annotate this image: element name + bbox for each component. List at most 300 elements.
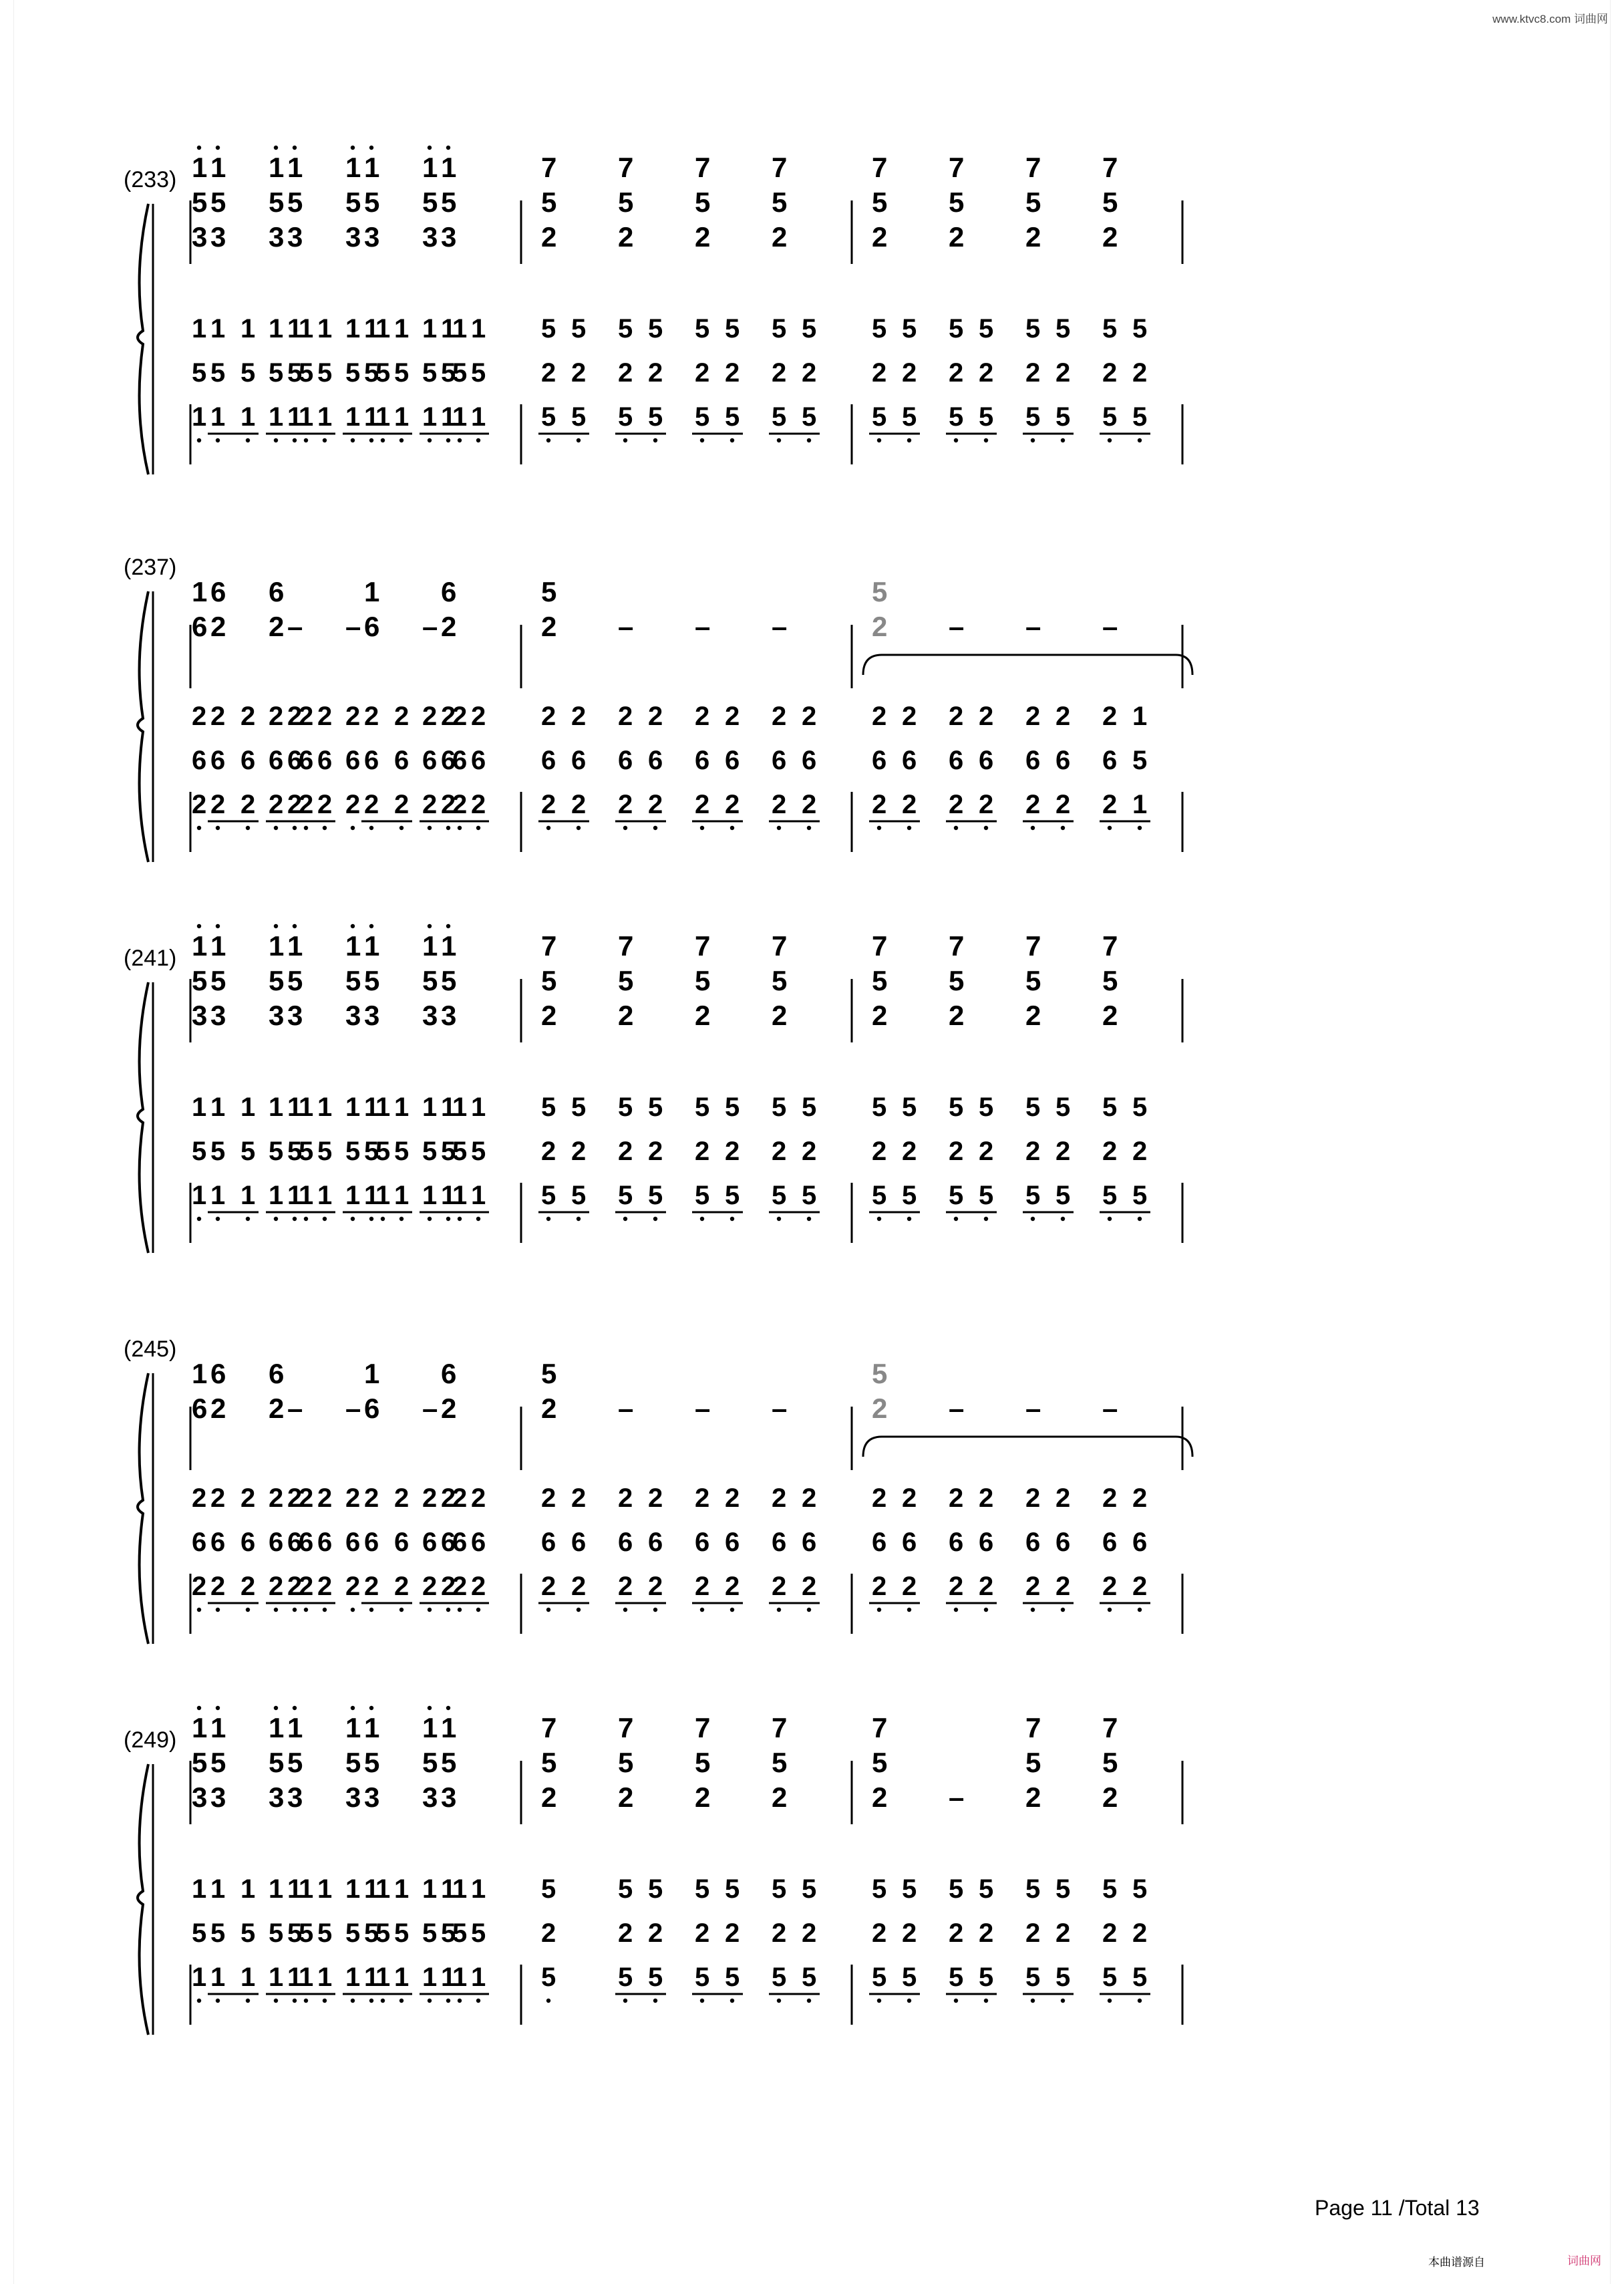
treble-note: 2 bbox=[269, 611, 285, 642]
treble-note: 3 bbox=[364, 221, 380, 253]
bass-note: 2 bbox=[394, 1483, 410, 1513]
low-octave-dot bbox=[1031, 438, 1035, 442]
bass-note: 6 bbox=[979, 746, 994, 775]
low-octave-dot bbox=[458, 1999, 462, 2003]
bass-note: 5 bbox=[725, 314, 740, 343]
bass-note: 2 bbox=[471, 790, 486, 819]
bass-note: 1 bbox=[452, 1874, 468, 1904]
bass-note: 5 bbox=[571, 1181, 587, 1210]
bass-note: 5 bbox=[725, 1874, 740, 1904]
treble-note: 7 bbox=[949, 930, 965, 962]
low-octave-dot bbox=[653, 1608, 657, 1612]
bass-note: 5 bbox=[618, 314, 633, 343]
bass-note: 5 bbox=[1055, 1093, 1071, 1122]
high-octave-dot bbox=[293, 146, 297, 150]
bass-note: 2 bbox=[1102, 790, 1118, 819]
treble-note: 1 bbox=[287, 152, 303, 183]
treble-note: – bbox=[422, 1393, 438, 1424]
high-octave-dot bbox=[428, 924, 432, 928]
low-octave-dot bbox=[246, 1608, 250, 1612]
treble-note: 6 bbox=[210, 1358, 226, 1389]
bass-note: 2 bbox=[1102, 702, 1118, 731]
treble-note: 3 bbox=[287, 1781, 303, 1813]
bass-note: 5 bbox=[1102, 1874, 1118, 1904]
bass-note: 2 bbox=[802, 1572, 817, 1601]
bass-note: 2 bbox=[802, 358, 817, 388]
bass-note: 1 bbox=[422, 314, 438, 343]
bass-note: 2 bbox=[452, 1572, 468, 1601]
low-octave-dot bbox=[984, 826, 988, 830]
high-octave-dot bbox=[293, 1706, 297, 1710]
low-octave-dot bbox=[293, 1217, 297, 1221]
bass-note: 1 bbox=[345, 1181, 361, 1210]
bass-note: 6 bbox=[192, 1528, 207, 1557]
bass-note: 2 bbox=[471, 1572, 486, 1601]
treble-note: 1 bbox=[441, 930, 457, 962]
low-octave-dot bbox=[458, 1608, 462, 1612]
bass-note: 1 bbox=[375, 1874, 391, 1904]
bass-note: 2 bbox=[979, 790, 994, 819]
bass-note: 5 bbox=[1132, 1093, 1148, 1122]
bass-note: 2 bbox=[441, 1483, 456, 1513]
treble-note: 5 bbox=[192, 186, 208, 218]
treble-note: – bbox=[949, 611, 965, 642]
low-octave-dot bbox=[381, 1999, 385, 2003]
treble-note: 2 bbox=[441, 611, 457, 642]
bass-note: 6 bbox=[902, 1528, 917, 1557]
bass-note: 5 bbox=[452, 1137, 468, 1166]
bass-note: 2 bbox=[1025, 1483, 1041, 1513]
low-octave-dot bbox=[428, 438, 432, 442]
bass-note: 2 bbox=[1132, 1572, 1148, 1601]
low-octave-dot bbox=[807, 438, 811, 442]
low-octave-dot bbox=[653, 438, 657, 442]
low-octave-dot bbox=[428, 1999, 432, 2003]
bass-note: 1 bbox=[441, 1963, 456, 1992]
bass-note: 5 bbox=[452, 1918, 468, 1948]
bass-note: 6 bbox=[1132, 1528, 1148, 1557]
bass-note: 5 bbox=[299, 358, 314, 388]
bass-note: 2 bbox=[571, 1137, 587, 1166]
treble-note: 7 bbox=[872, 1712, 888, 1743]
low-octave-dot bbox=[907, 1217, 911, 1221]
bass-note: 1 bbox=[441, 1874, 456, 1904]
bass-note: 6 bbox=[364, 746, 379, 775]
bass-note: 1 bbox=[452, 1963, 468, 1992]
low-octave-dot bbox=[293, 1608, 297, 1612]
bass-note: 1 bbox=[287, 1093, 303, 1122]
treble-note: 5 bbox=[441, 186, 457, 218]
bass-note: 6 bbox=[240, 1528, 256, 1557]
site-header[interactable]: www.ktvc8.com 词曲网 bbox=[1492, 13, 1608, 25]
high-octave-dot bbox=[274, 146, 278, 150]
bass-note: 6 bbox=[210, 1528, 226, 1557]
bass-note: 1 bbox=[441, 314, 456, 343]
treble-note: – bbox=[618, 1393, 634, 1424]
bass-note: 5 bbox=[979, 314, 994, 343]
bass-note: 2 bbox=[345, 702, 361, 731]
treble-note: 1 bbox=[364, 1358, 380, 1389]
bass-note: 2 bbox=[541, 358, 556, 388]
bass-note: 2 bbox=[364, 1483, 379, 1513]
bass-note: 2 bbox=[1102, 358, 1118, 388]
bass-note: 2 bbox=[1102, 1572, 1118, 1601]
bass-note: 1 bbox=[345, 1093, 361, 1122]
treble-note: 7 bbox=[872, 152, 888, 183]
bass-note: 5 bbox=[648, 1093, 663, 1122]
treble-note: 3 bbox=[287, 1000, 303, 1031]
treble-note: 5 bbox=[1025, 1747, 1041, 1778]
measure-number: (233) bbox=[124, 167, 177, 192]
bass-note: 2 bbox=[299, 1483, 314, 1513]
bass-note: 2 bbox=[1055, 1483, 1071, 1513]
bass-note: 2 bbox=[902, 358, 917, 388]
bass-note: 5 bbox=[802, 1963, 817, 1992]
bass-note: 1 bbox=[269, 314, 284, 343]
bass-note: 1 bbox=[192, 1093, 207, 1122]
bass-note: 2 bbox=[1025, 702, 1041, 731]
bass-note: 2 bbox=[725, 702, 740, 731]
bass-note: 5 bbox=[269, 1918, 284, 1948]
bass-note: 2 bbox=[872, 1137, 887, 1166]
low-octave-dot bbox=[623, 438, 627, 442]
treble-note: 5 bbox=[695, 1747, 711, 1778]
treble-note: 3 bbox=[269, 1781, 285, 1813]
bass-note: 5 bbox=[725, 1181, 740, 1210]
bass-note: 1 bbox=[317, 1181, 333, 1210]
treble-note: 5 bbox=[541, 186, 557, 218]
high-octave-dot bbox=[351, 924, 355, 928]
treble-note: 5 bbox=[541, 1747, 557, 1778]
bass-note: 6 bbox=[872, 746, 887, 775]
treble-note: 2 bbox=[541, 611, 557, 642]
bass-note: 5 bbox=[364, 1918, 379, 1948]
bass-note: 2 bbox=[802, 1483, 817, 1513]
treble-note: 5 bbox=[872, 1358, 888, 1389]
brace bbox=[138, 982, 148, 1253]
low-octave-dot bbox=[293, 826, 297, 830]
bass-note: 2 bbox=[618, 1483, 633, 1513]
bass-note: 6 bbox=[571, 746, 587, 775]
bass-note: 1 bbox=[422, 1181, 438, 1210]
bass-note: 5 bbox=[949, 314, 964, 343]
low-octave-dot bbox=[807, 826, 811, 830]
bass-note: 2 bbox=[541, 790, 556, 819]
bass-note: 5 bbox=[1102, 314, 1118, 343]
bass-note: 1 bbox=[317, 1963, 333, 1992]
bass-note: 2 bbox=[317, 702, 333, 731]
bass-note: 6 bbox=[422, 1528, 438, 1557]
low-octave-dot bbox=[446, 826, 450, 830]
treble-note: 2 bbox=[269, 1393, 285, 1424]
low-octave-dot bbox=[304, 1217, 308, 1221]
low-octave-dot bbox=[458, 438, 462, 442]
treble-note: 2 bbox=[695, 221, 711, 253]
treble-note: 1 bbox=[345, 152, 361, 183]
bass-note: 6 bbox=[240, 746, 256, 775]
bass-note: 2 bbox=[772, 1483, 787, 1513]
low-octave-dot bbox=[369, 1999, 373, 2003]
bass-note: 6 bbox=[287, 1528, 303, 1557]
bass-note: 6 bbox=[345, 1528, 361, 1557]
bass-note: 6 bbox=[725, 746, 740, 775]
bass-note: 2 bbox=[648, 1483, 663, 1513]
treble-note: 6 bbox=[192, 611, 208, 642]
bass-note: 6 bbox=[441, 1528, 456, 1557]
bass-note: 5 bbox=[618, 1963, 633, 1992]
treble-note: 1 bbox=[287, 1712, 303, 1743]
bass-note: 2 bbox=[317, 790, 333, 819]
bass-note: 6 bbox=[802, 1528, 817, 1557]
low-octave-dot bbox=[730, 826, 734, 830]
low-octave-dot bbox=[274, 826, 278, 830]
bass-note: 2 bbox=[541, 1483, 556, 1513]
treble-note: – bbox=[1102, 1393, 1118, 1424]
low-octave-dot bbox=[246, 826, 250, 830]
bass-note: 1 bbox=[269, 1874, 284, 1904]
bass-note: 1 bbox=[192, 1963, 207, 1992]
bass-note: 5 bbox=[269, 358, 284, 388]
low-octave-dot bbox=[623, 1999, 627, 2003]
bass-note: 5 bbox=[240, 1137, 256, 1166]
low-octave-dot bbox=[907, 1999, 911, 2003]
bass-note: 6 bbox=[949, 1528, 964, 1557]
bass-note: 1 bbox=[317, 1093, 333, 1122]
treble-note: 5 bbox=[695, 186, 711, 218]
low-octave-dot bbox=[216, 826, 220, 830]
bass-note: 6 bbox=[772, 746, 787, 775]
bass-note: 1 bbox=[210, 1181, 226, 1210]
treble-note: 5 bbox=[287, 186, 303, 218]
bass-note: 5 bbox=[1025, 314, 1041, 343]
low-octave-dot bbox=[877, 438, 881, 442]
bass-note: 5 bbox=[1055, 402, 1071, 432]
bass-note: 5 bbox=[1102, 1093, 1118, 1122]
treble-note: 2 bbox=[772, 221, 788, 253]
bass-note: 5 bbox=[725, 1093, 740, 1122]
treble-note: – bbox=[1025, 611, 1041, 642]
bass-note: 2 bbox=[269, 1483, 284, 1513]
treble-note: – bbox=[695, 611, 711, 642]
high-octave-dot bbox=[446, 1706, 450, 1710]
low-octave-dot bbox=[476, 1217, 480, 1221]
treble-note: 6 bbox=[441, 1358, 457, 1389]
bass-note: 2 bbox=[269, 702, 284, 731]
low-octave-dot bbox=[577, 826, 581, 830]
low-octave-dot bbox=[399, 438, 403, 442]
treble-note: 1 bbox=[364, 576, 380, 607]
bass-note: 5 bbox=[902, 1963, 917, 1992]
low-octave-dot bbox=[304, 1999, 308, 2003]
bass-note: 5 bbox=[1132, 1874, 1148, 1904]
bass-note: 2 bbox=[1132, 1137, 1148, 1166]
treble-note: 7 bbox=[1025, 1712, 1041, 1743]
low-octave-dot bbox=[446, 1999, 450, 2003]
treble-note: 5 bbox=[364, 965, 380, 996]
bass-note: 5 bbox=[1055, 314, 1071, 343]
bass-note: 5 bbox=[441, 1918, 456, 1948]
bass-note: 2 bbox=[772, 790, 787, 819]
low-octave-dot bbox=[428, 1217, 432, 1221]
bass-note: 5 bbox=[1055, 1874, 1071, 1904]
bass-note: 2 bbox=[695, 1572, 710, 1601]
bass-note: 2 bbox=[902, 790, 917, 819]
treble-note: 5 bbox=[210, 1747, 226, 1778]
treble-note: 5 bbox=[772, 965, 788, 996]
bass-note: 5 bbox=[1025, 402, 1041, 432]
treble-note: 2 bbox=[872, 1000, 888, 1031]
low-octave-dot bbox=[323, 826, 327, 830]
treble-note: 5 bbox=[441, 965, 457, 996]
bass-note: 5 bbox=[902, 402, 917, 432]
low-octave-dot bbox=[777, 826, 781, 830]
bass-note: 5 bbox=[979, 1874, 994, 1904]
low-octave-dot bbox=[1031, 1608, 1035, 1612]
bass-note: 5 bbox=[695, 1963, 710, 1992]
bass-note: 5 bbox=[1132, 746, 1148, 775]
low-octave-dot bbox=[351, 438, 355, 442]
bass-note: 5 bbox=[441, 358, 456, 388]
treble-note: 5 bbox=[364, 1747, 380, 1778]
treble-note: 1 bbox=[269, 1712, 285, 1743]
low-octave-dot bbox=[476, 1608, 480, 1612]
low-octave-dot bbox=[476, 438, 480, 442]
bass-note: 5 bbox=[210, 1137, 226, 1166]
treble-note: 2 bbox=[1025, 1000, 1041, 1031]
bass-note: 6 bbox=[299, 1528, 314, 1557]
treble-note: 1 bbox=[441, 152, 457, 183]
bass-note: 1 bbox=[317, 314, 333, 343]
bass-note: 6 bbox=[541, 1528, 556, 1557]
treble-note: 1 bbox=[192, 576, 208, 607]
low-octave-dot bbox=[293, 1999, 297, 2003]
bass-note: 5 bbox=[772, 314, 787, 343]
bass-note: 1 bbox=[471, 1963, 486, 1992]
low-octave-dot bbox=[700, 1217, 704, 1221]
bass-note: 5 bbox=[618, 1181, 633, 1210]
low-octave-dot bbox=[1061, 1608, 1065, 1612]
low-octave-dot bbox=[304, 1608, 308, 1612]
bass-note: 5 bbox=[541, 1181, 556, 1210]
low-octave-dot bbox=[730, 1999, 734, 2003]
bass-note: 2 bbox=[802, 702, 817, 731]
bass-note: 2 bbox=[345, 1572, 361, 1601]
treble-note: 7 bbox=[541, 152, 557, 183]
bass-note: 5 bbox=[1102, 1181, 1118, 1210]
treble-note: 2 bbox=[949, 221, 965, 253]
bass-note: 1 bbox=[240, 314, 256, 343]
low-octave-dot bbox=[954, 1999, 958, 2003]
bass-note: 2 bbox=[287, 1572, 303, 1601]
bass-note: 6 bbox=[345, 746, 361, 775]
treble-note: 5 bbox=[872, 965, 888, 996]
low-octave-dot bbox=[777, 1999, 781, 2003]
treble-note: 5 bbox=[872, 186, 888, 218]
bass-note: 2 bbox=[872, 1483, 887, 1513]
low-octave-dot bbox=[954, 438, 958, 442]
bass-note: 5 bbox=[648, 402, 663, 432]
bass-note: 2 bbox=[471, 1483, 486, 1513]
bass-note: 6 bbox=[287, 746, 303, 775]
bass-note: 2 bbox=[1025, 358, 1041, 388]
low-octave-dot bbox=[700, 1999, 704, 2003]
bass-note: 2 bbox=[772, 358, 787, 388]
footer-logo[interactable]: 词曲网 bbox=[1567, 2255, 1601, 2267]
bass-note: 2 bbox=[571, 1572, 587, 1601]
bass-note: 2 bbox=[949, 358, 964, 388]
bass-note: 1 bbox=[375, 1181, 391, 1210]
low-octave-dot bbox=[1138, 438, 1142, 442]
bass-note: 5 bbox=[725, 402, 740, 432]
low-octave-dot bbox=[730, 438, 734, 442]
bass-note: 5 bbox=[541, 402, 556, 432]
bass-note: 2 bbox=[192, 1483, 207, 1513]
low-octave-dot bbox=[984, 1999, 988, 2003]
treble-note: – bbox=[949, 1393, 965, 1424]
bass-note: 2 bbox=[979, 1572, 994, 1601]
treble-note: 5 bbox=[345, 965, 361, 996]
treble-note: 1 bbox=[364, 1712, 380, 1743]
bass-note: 1 bbox=[192, 402, 207, 432]
low-octave-dot bbox=[623, 1217, 627, 1221]
bass-note: 6 bbox=[441, 746, 456, 775]
measure-number: (237) bbox=[124, 555, 177, 580]
low-octave-dot bbox=[730, 1217, 734, 1221]
treble-note: 5 bbox=[441, 1747, 457, 1778]
treble-note: 5 bbox=[872, 1747, 888, 1778]
low-octave-dot bbox=[1138, 1608, 1142, 1612]
bass-note: 2 bbox=[725, 1918, 740, 1948]
bass-note: 2 bbox=[772, 702, 787, 731]
bass-note: 5 bbox=[949, 1874, 964, 1904]
high-octave-dot bbox=[351, 1706, 355, 1710]
bass-note: 2 bbox=[802, 1918, 817, 1948]
treble-note: 2 bbox=[1025, 221, 1041, 253]
bass-note: 6 bbox=[571, 1528, 587, 1557]
bass-note: 2 bbox=[541, 1572, 556, 1601]
bass-note: 2 bbox=[802, 790, 817, 819]
bass-note: 5 bbox=[287, 1137, 303, 1166]
bass-note: 5 bbox=[979, 1181, 994, 1210]
bass-note: 2 bbox=[541, 702, 556, 731]
bass-note: 6 bbox=[618, 746, 633, 775]
bass-note: 2 bbox=[210, 702, 226, 731]
low-octave-dot bbox=[216, 1217, 220, 1221]
bass-note: 5 bbox=[949, 1093, 964, 1122]
bass-note: 2 bbox=[949, 702, 964, 731]
bass-note: 1 bbox=[394, 1963, 410, 1992]
high-octave-dot bbox=[446, 146, 450, 150]
low-octave-dot bbox=[653, 1217, 657, 1221]
low-octave-dot bbox=[323, 1999, 327, 2003]
treble-note: 5 bbox=[695, 965, 711, 996]
treble-note: 5 bbox=[541, 965, 557, 996]
treble-note: 5 bbox=[618, 186, 634, 218]
bass-note: 6 bbox=[1025, 1528, 1041, 1557]
treble-note: 2 bbox=[1025, 1781, 1041, 1813]
low-octave-dot bbox=[1108, 826, 1112, 830]
low-octave-dot bbox=[1061, 438, 1065, 442]
brace bbox=[138, 591, 148, 862]
low-octave-dot bbox=[458, 1217, 462, 1221]
bass-note: 5 bbox=[1025, 1874, 1041, 1904]
treble-note: 2 bbox=[541, 1000, 557, 1031]
treble-note: 2 bbox=[872, 221, 888, 253]
bass-note: 6 bbox=[269, 1528, 284, 1557]
bass-note: 2 bbox=[1025, 1137, 1041, 1166]
bass-note: 5 bbox=[802, 402, 817, 432]
bass-note: 1 bbox=[317, 1874, 333, 1904]
